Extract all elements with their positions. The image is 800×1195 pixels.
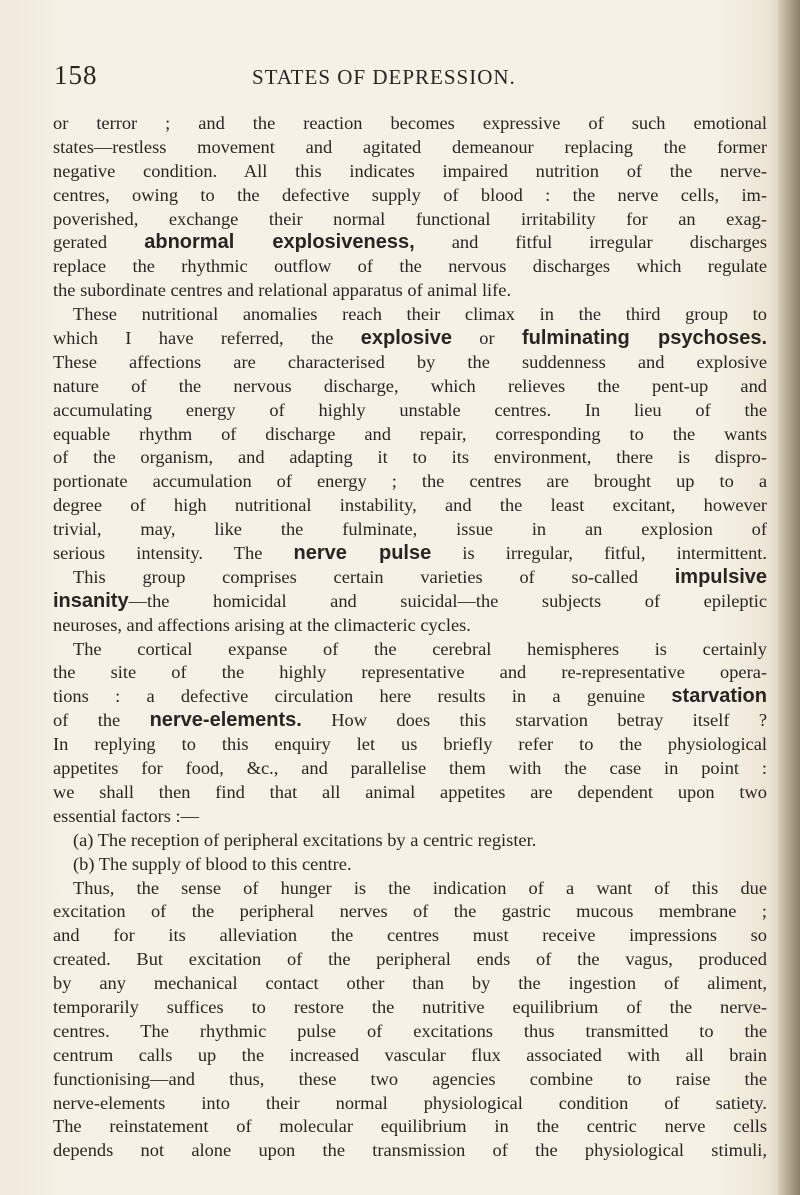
text-line: neuroses, and affections arising at the climacteric cycles.	[53, 614, 471, 635]
page-number: 158	[54, 60, 98, 90]
text-line: temporarily suffices to restore the nutritive equilibrium of the nerve-	[53, 996, 767, 1017]
text-line: negative condition. All this indicates impaired nutrition of the nerve-	[53, 160, 767, 181]
text-line: trivial, may, like the fulminate, issue in an explosion of	[53, 519, 767, 540]
text-line: The cortical expanse of the cerebral hemispheres is certainly	[73, 638, 767, 659]
text-line: replace the rhythmic outflow of the nervous discharges which regulate	[53, 256, 767, 277]
text-line: degree of high nutritional instability, and the least excitant, however	[53, 495, 767, 516]
emphasis-term: fulminating psychoses.	[521, 327, 768, 350]
text-line: we shall then find that all animal appetites are dependent upon two	[53, 781, 767, 802]
emphasis-term: abnormal explosiveness,	[144, 231, 415, 254]
text-line: This group comprises certain varieties of so-called impulsive	[73, 565, 767, 588]
text-line: or terror ; and the reaction becomes expressive of such emotional	[53, 113, 767, 133]
text-line: Thus, the sense of hunger is the indication of a want of this due	[73, 877, 767, 898]
text-line: insanity—the homicidal and suicidal—the subjects of epileptic	[53, 589, 767, 612]
text-line: centrum calls up the increased vascular flux associated with all brain	[53, 1044, 767, 1065]
text-line: nerve-elements into their normal physiological condition of satiety.	[53, 1092, 767, 1113]
text-line: by any mechanical contact other than by the ingestion of aliment,	[53, 973, 767, 994]
text-line: of the nerve-elements. How does this starvation betray itself ?	[53, 709, 767, 732]
text-line: nature of the nervous discharge, which relieves the pent-up and	[53, 375, 767, 396]
text-line: the subordinate centres and relational apparatus of animal life.	[53, 280, 512, 301]
emphasis-term: starvation	[671, 685, 767, 708]
text-line: The reinstatement of molecular equilibrium in the centric nerve cells	[53, 1116, 767, 1137]
emphasis-term: nerve-elements.	[149, 709, 302, 732]
text-line: depends not alone upon the transmission of the physiological stimuli,	[53, 1140, 767, 1161]
text-line: and for its alleviation the centres must receive impressions so	[53, 925, 767, 946]
text-line: centres, owing to the defective supply of blood : the nerve cells, im-	[53, 184, 767, 205]
text-line: essential factors :—	[53, 805, 200, 826]
list-item: (a) The reception of peripheral excitations by a centric register.	[73, 829, 537, 850]
text-line: serious intensity. The nerve pulse is irregular, fitful, intermittent.	[53, 542, 767, 565]
list-item: (b) The supply of blood to this centre.	[73, 853, 352, 874]
text-line: gerated abnormal explosiveness, and fitful irregular discharges	[53, 231, 767, 254]
text-line: These nutritional anomalies reach their climax in the third group to	[73, 304, 767, 325]
page-edge	[778, 0, 800, 1195]
text-line: created. But excitation of the peripheral ends of the vagus, produced	[53, 949, 767, 970]
emphasis-term: nerve pulse	[293, 542, 432, 565]
text-line: equable rhythm of discharge and repair, corresponding to the wants	[53, 423, 767, 444]
emphasis-term: insanity	[53, 589, 129, 612]
text-line: appetites for food, &c., and parallelise them with the case in point :	[53, 758, 767, 779]
text-line: These affections are characterised by the suddenness and explosive	[53, 351, 767, 372]
text-line: In replying to this enquiry let us briefly refer to the physiological	[53, 734, 767, 755]
running-head: STATES OF DEPRESSION.	[252, 65, 516, 89]
text-line: excitation of the peripheral nerves of the gastric mucous membrane ;	[53, 901, 767, 922]
text-line: which I have referred, the explosive or fulminating psychoses.	[53, 327, 768, 350]
emphasis-term: impulsive	[674, 565, 767, 588]
text-line: centres. The rhythmic pulse of excitations thus transmitted to the	[53, 1020, 767, 1041]
text-line: of the organism, and adapting it to its environment, there is dispro-	[53, 447, 767, 468]
text-line: tions : a defective circulation here results in a genuine starvation	[53, 685, 767, 708]
text-line: poverished, exchange their normal functional irritability for an exag-	[53, 208, 767, 229]
text-line: accumulating energy of highly unstable centres. In lieu of the	[53, 399, 767, 420]
text-line: portionate accumulation of energy ; the centres are brought up to a	[53, 471, 767, 492]
emphasis-term: explosive	[360, 327, 452, 350]
text-line: the site of the highly representative and re-representative opera-	[53, 662, 767, 683]
text-line: states—restless movement and agitated demeanour replacing the former	[53, 136, 767, 157]
body-text	[53, 112, 767, 1163]
page-header	[54, 60, 754, 94]
text-line: functionising—and thus, these two agencies combine to raise the	[53, 1068, 767, 1089]
